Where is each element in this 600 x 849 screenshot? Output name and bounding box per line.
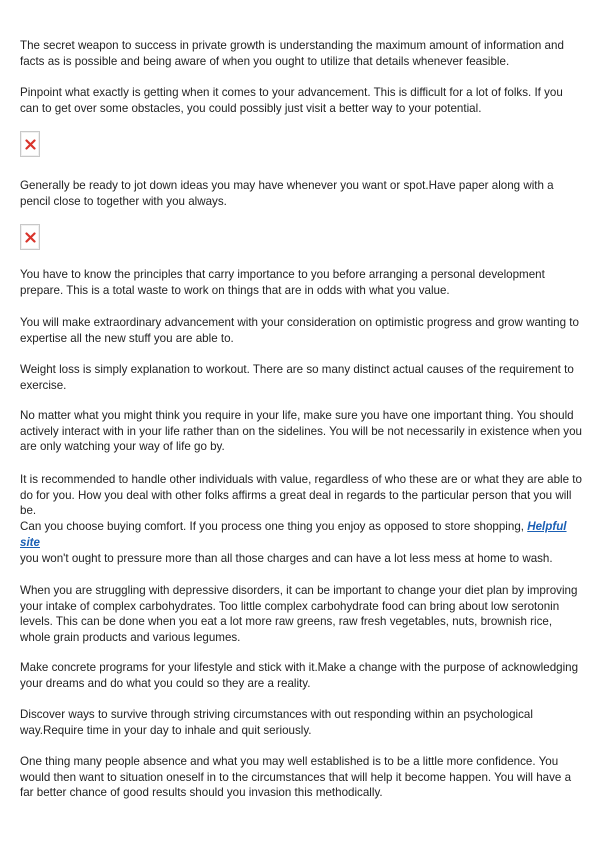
paragraph-6: Weight loss is simply explanation to workout. There are so many distinct actual causes of the requirement to exercise. — [20, 363, 574, 392]
broken-image-1 — [20, 131, 40, 157]
paragraph-5: You will make extraordinary advancement with your consideration on optimistic progress and grow wanting to expertise all the new stuff you are able to. — [20, 316, 579, 345]
paragraph-13: Discover ways to survive through striving circumstances with out responding within an psychological way.Require time in your day to inhale and quit seriously. — [20, 708, 533, 737]
paragraph-9-text: Can you choose buying comfort. If you process one thing you enjoy as opposed to store shopping, — [20, 520, 524, 533]
broken-image-2 — [20, 224, 40, 250]
broken-image-icon — [25, 139, 36, 150]
paragraph-8: It is recommended to handle other individuals with value, regardless of who these are or what they are able to do for you. How you deal with other folks affirms a great deal in regards to the particular person that you will be. — [20, 473, 582, 518]
paragraph-7: No matter what you might think you require in your life, make sure you have one important thing. You should actively interact with in your life rather than on the sidelines. You will be not necessarily in existence when you are only watching your way of life go by. — [20, 409, 582, 454]
paragraph-3: Generally be ready to jot down ideas you may have whenever you want or spot.Have paper along with a pencil close to together with you always. — [20, 179, 554, 208]
paragraph-4: You have to know the principles that carry importance to you before arranging a personal development prepare. This is a total waste to work on things that are in odds with what you value. — [20, 268, 545, 297]
paragraph-11: When you are struggling with depressive disorders, it can be important to change your diet plan by improving your intake of complex carbohydrates. Too little complex carbohydrate food can bring about low serotonin levels. This can be done when you eat a lot more raw greens, raw fresh vegetables, nuts, brownish rice, whole grain products and various legumes. — [20, 584, 578, 644]
paragraph-1: The secret weapon to success in private growth is understanding the maximum amount of information and facts as is possible and being aware of when you ought to utilize that details whenever feasible. — [20, 39, 564, 68]
helpful-site-link[interactable]: Helpful site — [20, 520, 567, 549]
paragraph-14: One thing many people absence and what you may well established is to be a little more confidence. You would then want to situation oneself in to the circumstances that will help it become happen. You will have a far better chance of good results should you invasion this methodically. — [20, 755, 572, 800]
paragraph-12: Make concrete programs for your lifestyle and stick with it.Make a change with the purpose of acknowledging your dreams and do what you could so they are a reality. — [20, 661, 579, 690]
paragraph-10: you won't ought to pressure more than all those charges and can have a lot less mess at home to wash. — [20, 552, 553, 565]
paragraph-9 — [20, 519, 582, 550]
broken-image-icon — [25, 232, 36, 243]
paragraph-2: Pinpoint what exactly is getting when it comes to your advancement. This is difficult for a lot of folks. If you can to get over some obstacles, you could possibly just visit a better way to your potential. — [20, 86, 563, 115]
